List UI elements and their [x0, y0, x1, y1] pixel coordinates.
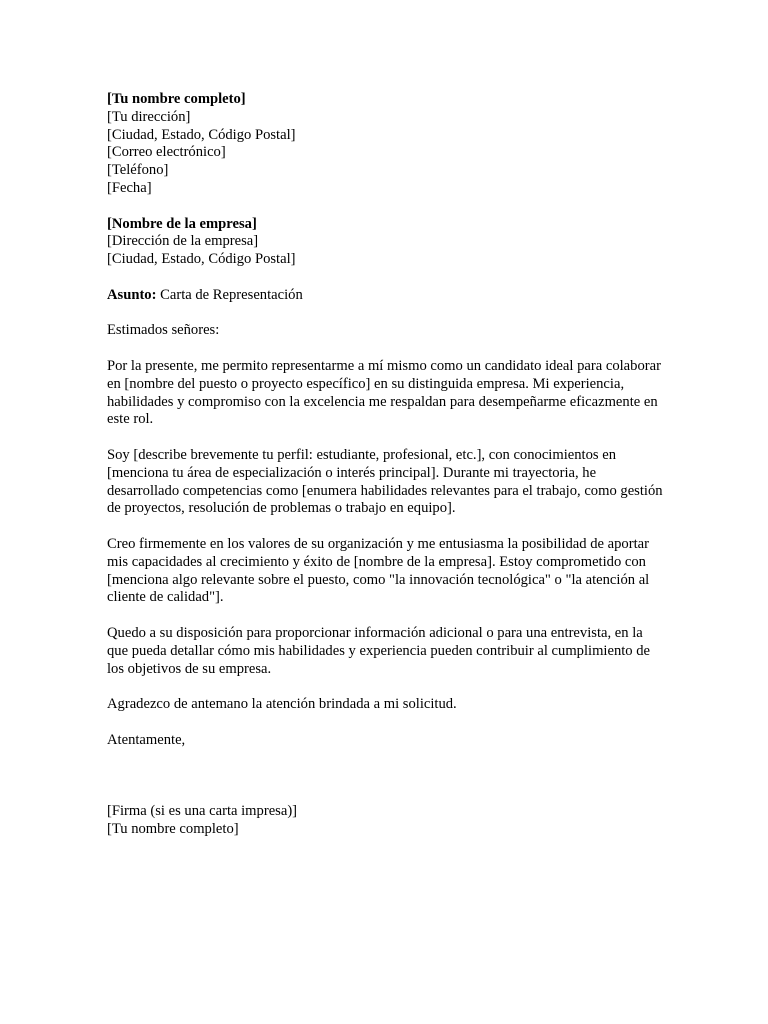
paragraph-thanks: Agradezco de antemano la atención brindada a mi solicitud. — [107, 696, 457, 713]
spacer — [107, 518, 667, 536]
sender-name: [Tu nombre completo] — [107, 91, 246, 107]
signature-name: [Tu nombre completo] — [107, 820, 239, 837]
spacer — [107, 714, 667, 732]
letter-body — [107, 91, 667, 838]
spacer — [107, 678, 667, 696]
closing: Atentamente, — [107, 731, 186, 748]
recipient-company: [Nombre de la empresa] — [107, 215, 257, 232]
signature-block — [107, 803, 667, 839]
recipient-city: [Ciudad, Estado, Código Postal] — [107, 251, 296, 268]
recipient-address: [Dirección de la empresa] — [107, 233, 259, 250]
sender-city: [Ciudad, Estado, Código Postal] — [107, 126, 296, 143]
paragraph-intro: Por la presente, me permito representarme a mí mismo como un candidato ideal para colaborar en [nombre del puesto o proyecto específico] en su distinguida empresa. Mi experiencia, habilidades y compromiso con la excelencia me respaldan para desempeñarme eficazmente en este rol. — [107, 357, 661, 428]
subject-line — [107, 287, 667, 305]
sender-block — [107, 91, 667, 198]
spacer — [107, 198, 667, 216]
spacer — [107, 305, 667, 323]
spacer — [107, 340, 667, 358]
recipient-block — [107, 216, 667, 269]
paragraph-availability: Quedo a su disposición para proporcionar información adicional o para una entrevista, en la que pueda detallar cómo mis habilidades y experiencia pueden contribuir al cumplimiento de los objetivos de su empresa. — [107, 624, 651, 677]
paragraph-profile: Soy [describe brevemente tu perfil: estudiante, profesional, etc.], con conocimientos en [menciona tu área de especialización o interés principal]. Durante mi trayectoria, he desarrollado competencias como [enumera habilidades relevantes para el trabajo, como gestión de proyectos, resolución de problemas o trabajo en equipo]. — [107, 446, 663, 517]
sender-date: [Fecha] — [107, 179, 152, 196]
sender-phone: [Teléfono] — [107, 162, 169, 179]
spacer — [107, 607, 667, 625]
subject-text: Carta de Representación — [156, 286, 303, 303]
sender-address: [Tu dirección] — [107, 108, 191, 125]
signature-space — [107, 749, 667, 802]
greeting: Estimados señores: — [107, 322, 220, 339]
spacer — [107, 429, 667, 447]
subject-label: Asunto: — [107, 286, 157, 303]
signature-line: [Firma (si es una carta impresa)] — [107, 802, 298, 819]
paragraph-values: Creo firmemente en los valores de su organización y me entusiasma la posibilidad de aportar mis capacidades al crecimiento y éxito de [nombre de la empresa]. Estoy comprometido con [menciona algo relevante sobre el puesto, como "la innovación tecnológica" o "la atención al cliente de calidad"]. — [107, 535, 650, 606]
spacer — [107, 269, 667, 287]
sender-email: [Correo electrónico] — [107, 144, 226, 161]
